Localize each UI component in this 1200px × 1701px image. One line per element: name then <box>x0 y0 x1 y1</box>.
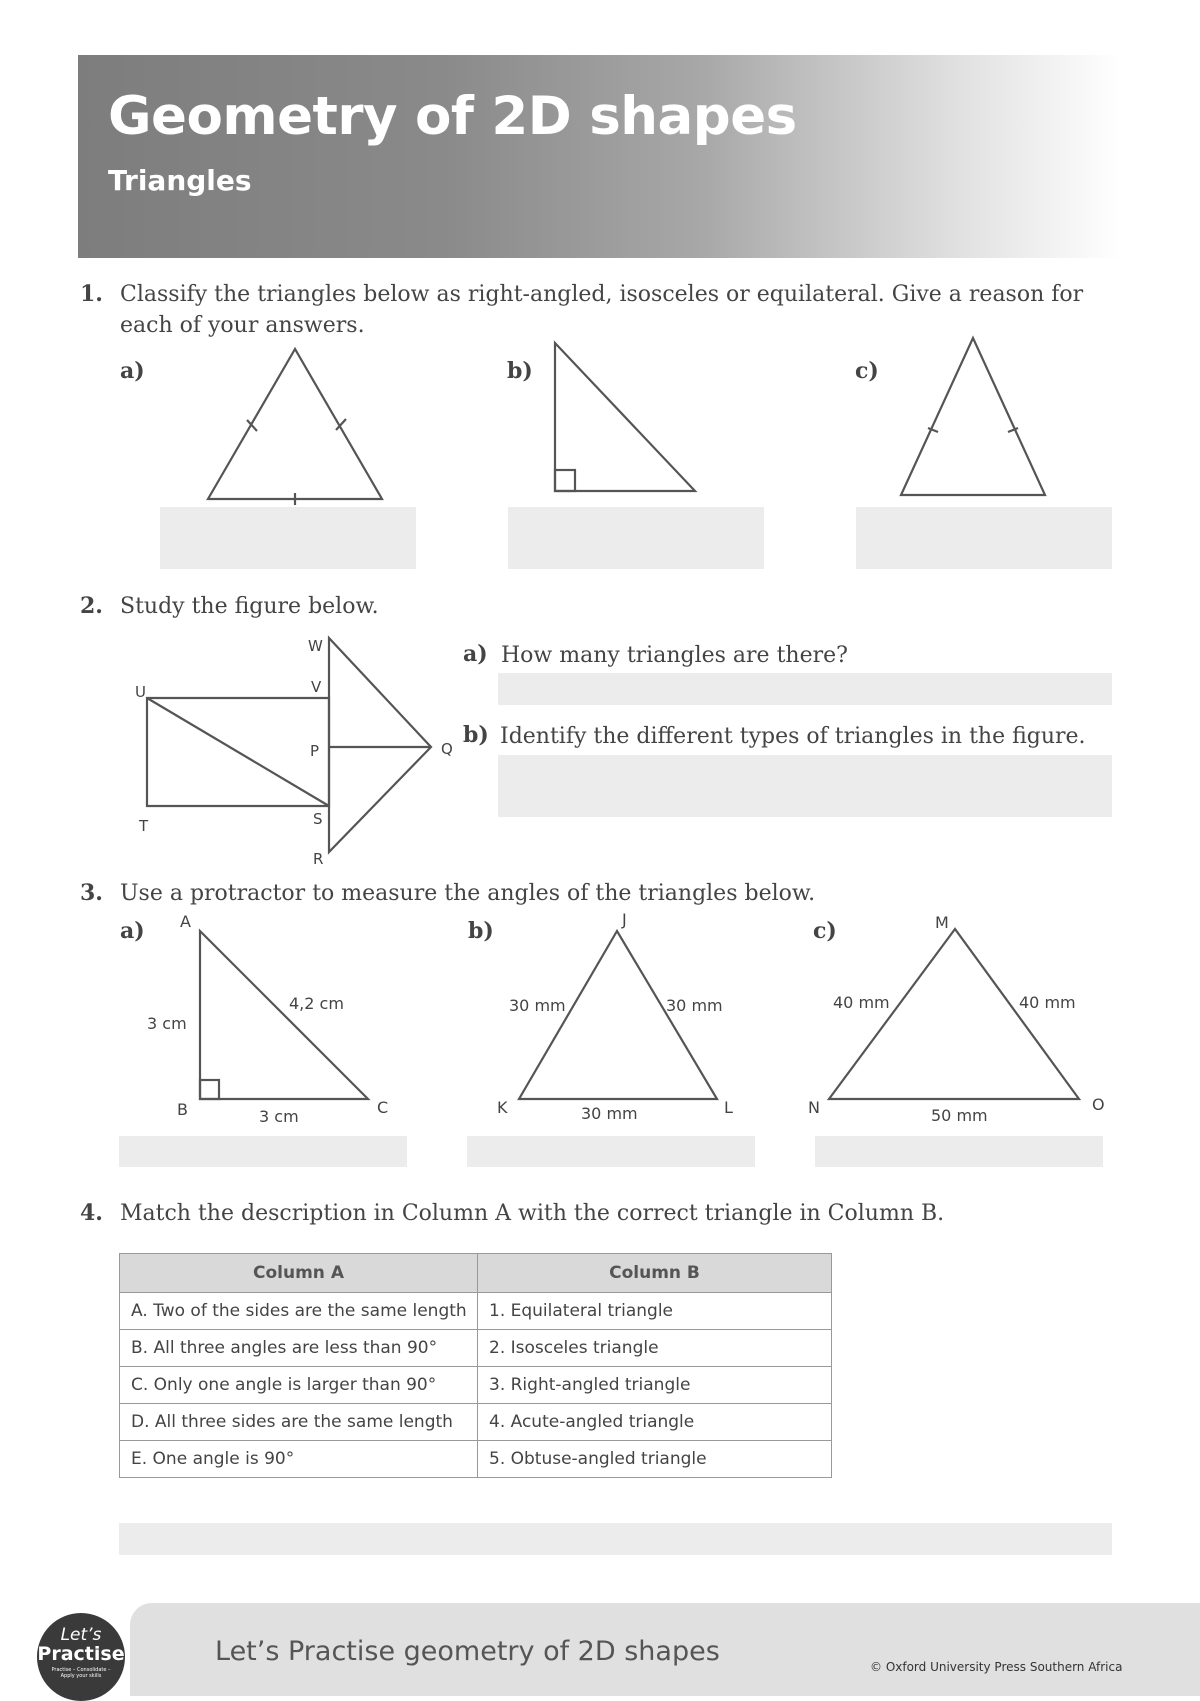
q1-answer-c[interactable] <box>856 507 1112 569</box>
q1-answer-b[interactable] <box>508 507 764 569</box>
q3a-side-ab: 3 cm <box>147 1014 187 1033</box>
q3a-vertex-c: C <box>377 1098 389 1117</box>
q2-figure <box>147 638 431 852</box>
q3-part-a-label: a) <box>120 918 145 944</box>
q3b-vertex-l: L <box>724 1098 733 1117</box>
q3-number: 3. <box>80 880 103 906</box>
q4-text: Match the description in Column A with the correct triangle in Column B. <box>120 1201 945 1226</box>
table-header-row <box>120 1254 832 1293</box>
q3-text: Use a protractor to measure the angles of the triangles below. <box>120 881 816 906</box>
column-b-cell: 4. Acute-angled triangle <box>478 1404 832 1441</box>
footer-title: Let’s Practise geometry of 2D shapes <box>215 1636 720 1667</box>
q3c-side-mn: 40 mm <box>833 993 890 1012</box>
q3c-vertex-o: O <box>1092 1095 1105 1114</box>
q1-part-a-label: a) <box>120 358 145 384</box>
table-row <box>120 1441 832 1478</box>
column-a-cell: A. Two of the sides are the same length <box>120 1293 478 1330</box>
column-b-cell: 3. Right-angled triangle <box>478 1367 832 1404</box>
q2-answer-b[interactable] <box>498 755 1112 817</box>
page-title: Geometry of 2D shapes <box>108 86 797 147</box>
q3-triangle-a <box>200 931 368 1099</box>
q3a-vertex-b: B <box>177 1100 188 1119</box>
q2-text: Study the figure below. <box>120 594 379 619</box>
q2-label-t: T <box>139 817 149 835</box>
q3-triangle-c <box>829 929 1079 1099</box>
q1-text: Classify the triangles below as right-angled, isosceles or equilateral. Give a reason for each of your answers. <box>120 282 1084 338</box>
q3b-side-kl: 30 mm <box>581 1104 638 1123</box>
q1-triangle-b <box>555 343 695 491</box>
table-row <box>120 1330 832 1367</box>
q3c-side-mo: 40 mm <box>1019 993 1076 1012</box>
q2-label-q: Q <box>441 740 453 758</box>
q2-label-r: R <box>313 850 324 868</box>
q2-label-u: U <box>135 683 146 701</box>
q2-label-s: S <box>313 810 323 828</box>
q3-part-c-label: c) <box>813 918 837 944</box>
logo-line-1: Let’s <box>60 1625 102 1645</box>
q2-part-b-label: b) <box>463 722 489 748</box>
q1-part-c-label: c) <box>855 358 879 384</box>
matching-table <box>119 1253 832 1478</box>
q3c-vertex-n: N <box>808 1098 820 1117</box>
q2-part-a-text: How many triangles are there? <box>501 643 848 668</box>
q3-answer-a[interactable] <box>119 1136 407 1167</box>
logo-line-2: Practise <box>37 1643 125 1665</box>
lets-practise-logo <box>37 1613 125 1701</box>
column-a-cell: C. Only one angle is larger than 90° <box>120 1367 478 1404</box>
q1-triangle-c <box>901 338 1045 495</box>
table-row <box>120 1293 832 1330</box>
table-row <box>120 1404 832 1441</box>
q2-part-b-text: Identify the different types of triangles in the figure. <box>500 724 1086 749</box>
q3c-side-no: 50 mm <box>931 1106 988 1125</box>
q1-number: 1. <box>80 281 103 307</box>
q3c-vertex-m: M <box>935 913 949 932</box>
q4-answer[interactable] <box>119 1523 1112 1555</box>
q3-answer-c[interactable] <box>815 1136 1103 1167</box>
q3-part-b-label: b) <box>468 918 494 944</box>
q3a-vertex-a: A <box>180 912 191 931</box>
q2-part-a-label: a) <box>463 641 488 667</box>
q3a-side-ac: 4,2 cm <box>289 994 344 1013</box>
column-a-header: Column A <box>120 1254 478 1293</box>
q3b-vertex-j: J <box>622 910 627 929</box>
logo-tagline: Practise – Consolidate – Apply your skills <box>51 1667 111 1679</box>
column-a-cell: B. All three angles are less than 90° <box>120 1330 478 1367</box>
q2-answer-a[interactable] <box>498 673 1112 705</box>
column-a-cell: D. All three sides are the same length <box>120 1404 478 1441</box>
q2-label-p: P <box>310 742 320 760</box>
table-row <box>120 1367 832 1404</box>
q1-part-b-label: b) <box>507 358 533 384</box>
page-subtitle: Triangles <box>108 164 252 197</box>
q1-triangle-a <box>208 349 382 505</box>
q3b-side-jl: 30 mm <box>666 996 723 1015</box>
q1-answer-a[interactable] <box>160 507 416 569</box>
column-b-cell: 1. Equilateral triangle <box>478 1293 832 1330</box>
q2-number: 2. <box>80 593 103 619</box>
q2-label-w: W <box>308 637 323 655</box>
q3b-side-jk: 30 mm <box>509 996 566 1015</box>
q3-triangle-b <box>519 931 717 1099</box>
q3a-side-bc: 3 cm <box>259 1107 299 1126</box>
copyright-text: © Oxford University Press Southern Africa <box>870 1660 1123 1674</box>
q4-number: 4. <box>80 1200 103 1226</box>
q2-label-v: V <box>311 678 322 696</box>
column-b-header: Column B <box>478 1254 832 1293</box>
column-b-cell: 5. Obtuse-angled triangle <box>478 1441 832 1478</box>
q3b-vertex-k: K <box>497 1098 508 1117</box>
q3-answer-b[interactable] <box>467 1136 755 1167</box>
column-a-cell: E. One angle is 90° <box>120 1441 478 1478</box>
column-b-cell: 2. Isosceles triangle <box>478 1330 832 1367</box>
